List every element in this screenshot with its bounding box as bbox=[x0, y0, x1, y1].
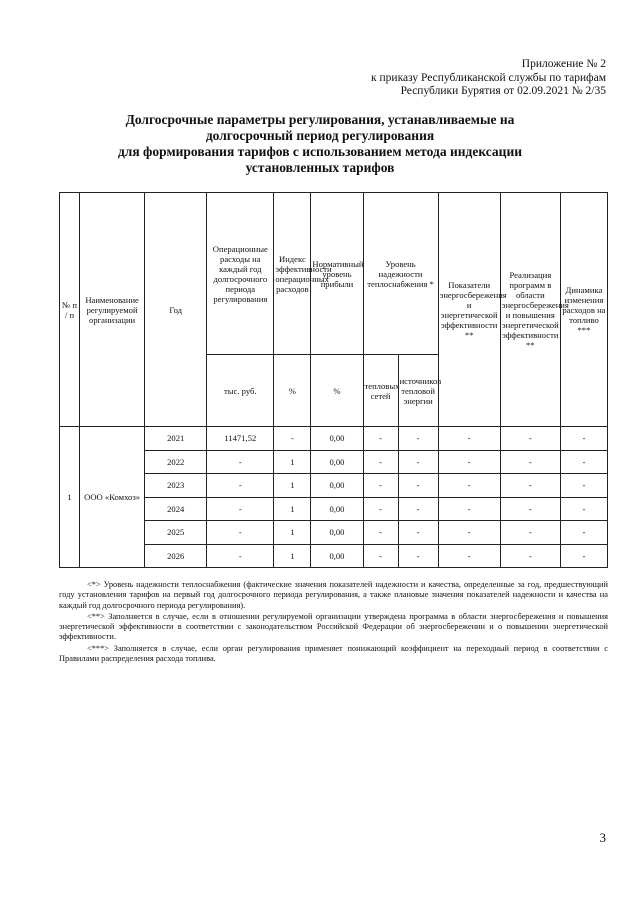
cell-fuel: - bbox=[560, 474, 607, 498]
cell-opex: 11471,52 bbox=[207, 427, 274, 451]
header-profit-level: Нормативный уровень прибыли bbox=[311, 193, 363, 355]
cell-networks: - bbox=[363, 544, 398, 568]
subheader-sources: источников тепловой энергии bbox=[398, 355, 438, 427]
cell-year: 2025 bbox=[145, 521, 207, 545]
cell-programs: - bbox=[500, 427, 560, 451]
cell-energy-efficiency: - bbox=[438, 544, 500, 568]
cell-networks: - bbox=[363, 450, 398, 474]
page-number: 3 bbox=[599, 830, 606, 845]
cell-opex: - bbox=[207, 474, 274, 498]
cell-fuel: - bbox=[560, 427, 607, 451]
cell-fuel: - bbox=[560, 544, 607, 568]
cell-energy-efficiency: - bbox=[438, 450, 500, 474]
cell-sources: - bbox=[398, 497, 438, 521]
cell-energy-efficiency: - bbox=[438, 521, 500, 545]
appendix-line: Республики Бурятия от 02.09.2021 № 2/35 bbox=[400, 85, 606, 97]
cell-programs: - bbox=[500, 497, 560, 521]
row-number: 1 bbox=[60, 427, 80, 568]
title-line: установленных тарифов bbox=[245, 160, 395, 175]
unit-index: % bbox=[274, 355, 311, 427]
cell-fuel: - bbox=[560, 497, 607, 521]
header-programs: Реализация программ в области энергосбережения и повышения энергетической эффективности ** bbox=[500, 193, 560, 427]
appendix-line: Приложение № 2 bbox=[521, 58, 606, 70]
subheader-networks: тепловых сетей bbox=[363, 355, 398, 427]
cell-profit: 0,00 bbox=[311, 497, 363, 521]
parameters-table bbox=[59, 192, 608, 568]
cell-year: 2022 bbox=[145, 450, 207, 474]
cell-networks: - bbox=[363, 521, 398, 545]
unit-opex: тыс. руб. bbox=[207, 355, 274, 427]
cell-programs: - bbox=[500, 474, 560, 498]
title-line: для формирования тарифов с использованием метода индексации bbox=[117, 144, 523, 159]
cell-opex: - bbox=[207, 521, 274, 545]
unit-profit: % bbox=[311, 355, 363, 427]
header-opex: Операционные расходы на каждый год долгосрочного периода регулирования bbox=[207, 193, 274, 355]
cell-energy-efficiency: - bbox=[438, 474, 500, 498]
cell-profit: 0,00 bbox=[311, 450, 363, 474]
cell-year: 2021 bbox=[145, 427, 207, 451]
table-row bbox=[60, 427, 608, 451]
cell-year: 2024 bbox=[145, 497, 207, 521]
cell-networks: - bbox=[363, 427, 398, 451]
footnotes bbox=[59, 580, 608, 665]
cell-index: 1 bbox=[274, 544, 311, 568]
organization-name: ООО «Комхоз» bbox=[80, 427, 145, 568]
cell-energy-efficiency: - bbox=[438, 497, 500, 521]
cell-sources: - bbox=[398, 474, 438, 498]
appendix-header bbox=[306, 58, 606, 99]
cell-sources: - bbox=[398, 521, 438, 545]
header-fuel-dynamics: Динамика изменения расходов на топливо *** bbox=[560, 193, 607, 427]
cell-index: 1 bbox=[274, 474, 311, 498]
cell-index: - bbox=[274, 427, 311, 451]
cell-networks: - bbox=[363, 474, 398, 498]
header-energy-efficiency: Показатели энергосбережения и энергетической эффективности ** bbox=[438, 193, 500, 427]
cell-index: 1 bbox=[274, 497, 311, 521]
cell-networks: - bbox=[363, 497, 398, 521]
title-line: Долгосрочные параметры регулирования, устанавливаемые на bbox=[125, 112, 515, 127]
footnote-fuel: <***> Заполняется в случае, если орган регулирования применяет понижающий коэффициент на переходный период в соответствии с Правилами распределения расхода топлива. bbox=[59, 643, 608, 664]
cell-profit: 0,00 bbox=[311, 427, 363, 451]
cell-opex: - bbox=[207, 497, 274, 521]
header-efficiency-index: Индекс эффективности операционных расходов bbox=[274, 193, 311, 355]
header-year: Год bbox=[145, 193, 207, 427]
footnote-reliability: <*> Уровень надежности теплоснабжения (фактические значения показателей надежности и качества, определенные за год, предшествующий году установления тарифов на первый год долгосрочного периода регулирования, а также плановые значения показателей надежности и качества на каждый год долгосрочного периода регулирования). bbox=[59, 580, 608, 610]
header-organization: Наименование регулируемой организации bbox=[80, 193, 145, 427]
cell-year: 2026 bbox=[145, 544, 207, 568]
cell-programs: - bbox=[500, 521, 560, 545]
appendix-line: к приказу Республиканской службы по тарифам bbox=[371, 71, 606, 84]
cell-sources: - bbox=[398, 427, 438, 451]
cell-year: 2023 bbox=[145, 474, 207, 498]
title-line: долгосрочный период регулирования bbox=[205, 128, 435, 143]
cell-fuel: - bbox=[560, 521, 607, 545]
cell-fuel: - bbox=[560, 450, 607, 474]
header-num: № п / п bbox=[60, 193, 80, 427]
header-reliability: Уровень надежности теплоснабжения * bbox=[363, 193, 438, 355]
cell-sources: - bbox=[398, 450, 438, 474]
cell-profit: 0,00 bbox=[311, 474, 363, 498]
cell-index: 1 bbox=[274, 450, 311, 474]
document-title bbox=[60, 112, 580, 176]
cell-opex: - bbox=[207, 544, 274, 568]
cell-sources: - bbox=[398, 544, 438, 568]
cell-profit: 0,00 bbox=[311, 521, 363, 545]
footnote-energy-program: <**> Заполняется в случае, если в отношении регулируемой организации утверждена программа в области энергосбережения и повышения энергетической эффективности в соответствии с законодательством Российской Федерации об энергосбережении и о повышении энергетической эффективности. bbox=[59, 611, 608, 642]
cell-index: 1 bbox=[274, 521, 311, 545]
cell-programs: - bbox=[500, 544, 560, 568]
cell-programs: - bbox=[500, 450, 560, 474]
cell-energy-efficiency: - bbox=[438, 427, 500, 451]
cell-profit: 0,00 bbox=[311, 544, 363, 568]
cell-opex: - bbox=[207, 450, 274, 474]
